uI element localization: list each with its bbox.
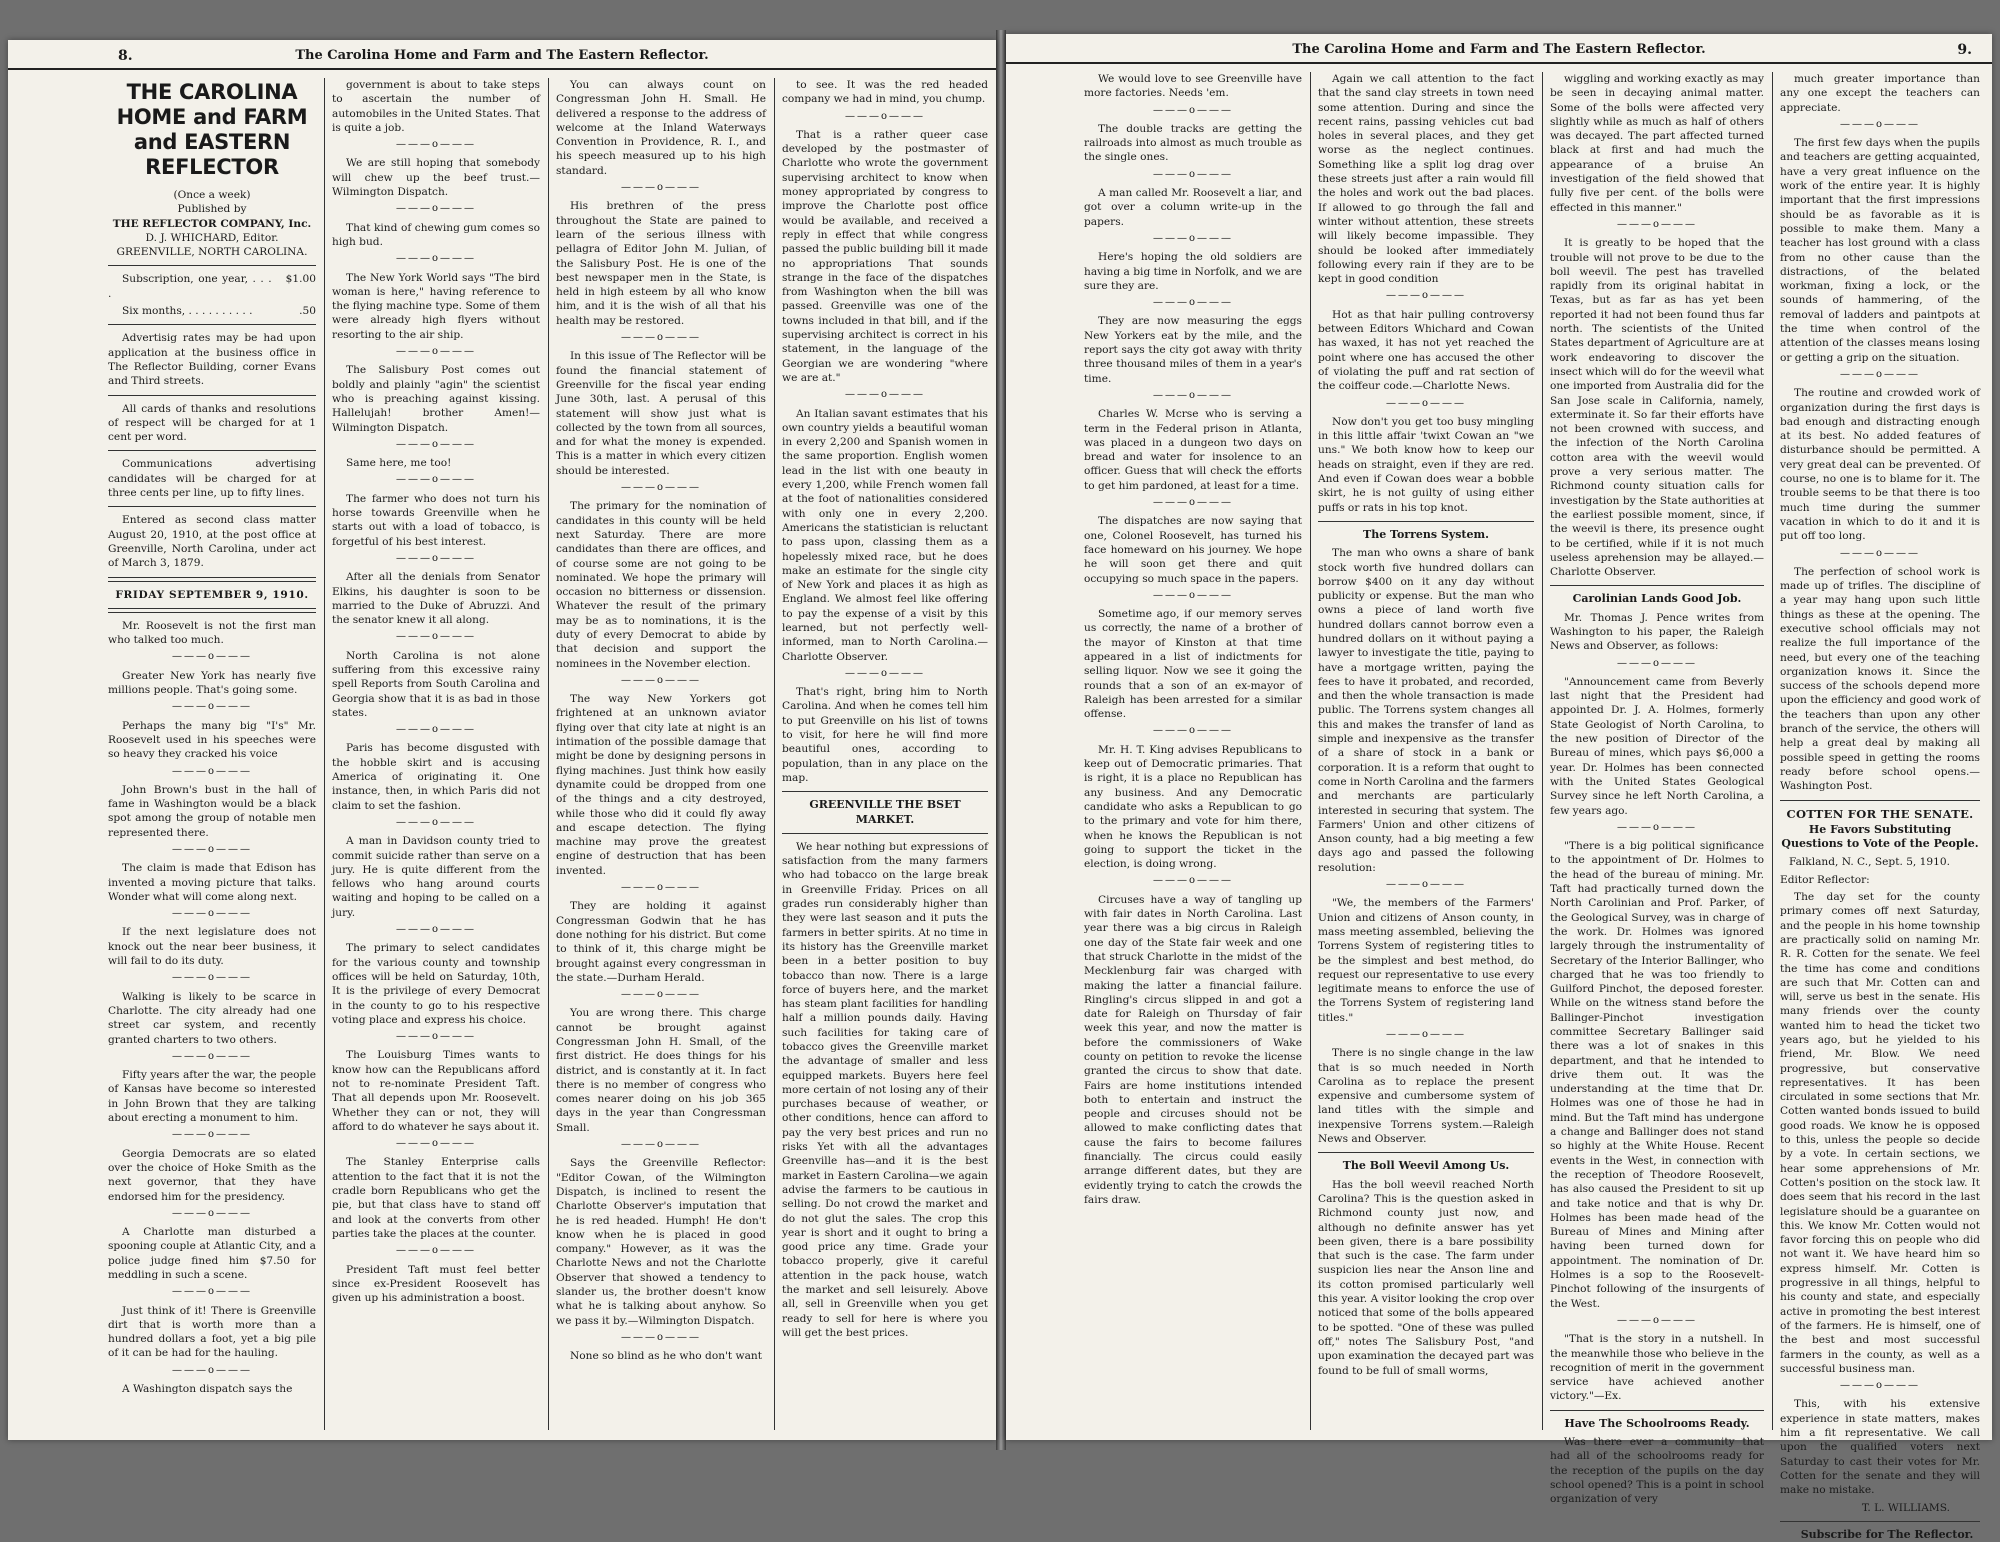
paragraph: They are now measuring the eggs New Yorkers eat by the mile, and the report says the city got away with thrity three thousand miles of them in a year's time.: [1084, 315, 1302, 385]
subscribe-notice: Subscribe for The Reflector.: [1800, 1527, 1974, 1541]
column-rule: [1310, 72, 1311, 1430]
paragraph-separator: ———o———: [1616, 657, 1698, 669]
paragraph: That kind of chewing gum comes so high bud.: [332, 221, 540, 248]
divider: [108, 506, 316, 507]
paragraph-separator: ———o———: [620, 674, 702, 686]
paragraph-separator: ———o———: [1385, 397, 1467, 409]
subscription-six-label: Six months, . . . . . . . . . .: [122, 305, 253, 318]
masthead-editor: D. J. WHICHARD, Editor.: [145, 231, 279, 244]
masthead-published-by: Published by: [177, 203, 247, 216]
advertising-notice: Advertisig rates may be had upon application at the business office in The Reflector Building, corner Evans and Third streets.: [108, 332, 316, 388]
paragraph: North Carolina is not alone suffering from this excessive rainy spell Reports from South Carolina and Georgia show that it is as bad in those states.: [332, 649, 540, 719]
paragraph-list: [1318, 72, 1534, 515]
left-column-3: [556, 78, 766, 1432]
entry-notice: Entered as second class matter August 20, 1910, at the post office at Greenville, North Carolina, under act of March 3, 1879.: [108, 514, 316, 570]
masthead-location: GREENVILLE, NORTH CAROLINA.: [116, 246, 308, 259]
paragraph-separator: ———o———: [171, 908, 253, 920]
right-column-3: [1550, 72, 1764, 1506]
paragraph-list: [1550, 1435, 1764, 1506]
paragraph: We are still hoping that somebody will chew up the beef trust.—Wilmington Dispatch.: [332, 157, 540, 199]
paragraph-separator: ———o———: [620, 882, 702, 894]
divider: [1550, 1410, 1764, 1411]
paragraph-separator: ———o———: [395, 474, 477, 486]
paragraph-separator: ———o———: [1152, 589, 1234, 601]
paragraph: You can always count on Congressman John H. Small. He delivered a response to the address of welcome at the Inland Waterways Convention in Providence, R. I., and his speech measured up to his high standard.: [556, 79, 766, 177]
column-rule: [774, 78, 775, 1430]
article-heading-greenville-market: GREENVILLE THE BSET MARKET.: [809, 798, 961, 826]
paragraph-separator: ———o———: [1152, 725, 1234, 737]
double-divider: [108, 577, 316, 582]
paragraph: They are holding it against Congressman Godwin that he has done nothing for his district. But come to think of it, this charge might be brought against every congressman in the state.—Durham Herald.: [556, 900, 766, 984]
paragraph-separator: ———o———: [395, 816, 477, 828]
paragraph-separator: ———o———: [395, 1031, 477, 1043]
paragraph: The Stanley Enterprise calls attention to the fact that it is not the cradle born Republicans who get the pie, but that class have to stand off and look at the converts from other parties take the places at the counter.: [332, 1156, 540, 1240]
paragraph: President Taft must feel better since ex-President Roosevelt has given up his administration a boost.: [332, 1263, 540, 1305]
paragraph-separator: ———o———: [620, 1331, 702, 1343]
paragraph-separator: ———o———: [171, 651, 253, 663]
column-rule: [1772, 72, 1773, 1430]
paragraph: The day set for the county primary comes off next Saturday, and the people in his home township are practically solid on naming Mr. R. R. Cotten for the senate. We feel the time has come and conditions are such that Mr. Cotten can and will, serve us best in the senate. His many friends over the county wanted him to head the ticket two years ago, but he yielded to his friend, Mr. Blow. We need progressive, but conservative representatives. It has been circulated in some sections that Mr. Cotten wanted bonds issued to build good roads. We know he is opposed to this, unless the people so decide by a vote. In certain sections, we hear some apprehensions of Mr. Cotten's position on the stock law. It does seem that his record in the last legislature should be a guarantee on this. We know Mr. Cotten would not favor forcing this on people who did not want it. We have heard him so express himself. Mr. Cotten is progressive in all things, helpful to his county and state, and especially active in promoting the best interest of the farmers. He is himself, one of the best and most successful farmers in the county, as well as a successful business man.: [1780, 891, 1980, 1375]
paragraph: Here's hoping the old soldiers are having a big time in Norfolk, and we are sure they are.: [1084, 251, 1302, 292]
paragraph: A Charlotte man disturbed a spooning couple at Atlantic City, and a police judge fined him $7.50 for meddling in such a scene.: [108, 1226, 316, 1281]
column-rule: [324, 78, 325, 1430]
paragraph-list: [332, 78, 540, 1305]
paragraph: to see. It was the red headed company we had in mind, you chump.: [782, 79, 988, 106]
paragraph-separator: ———o———: [1385, 879, 1467, 891]
paragraph: Same here, me too!: [346, 457, 452, 470]
paragraph: Greater New York has nearly five millions people. That's going some.: [108, 669, 316, 697]
page-number-right: 9.: [1957, 42, 1972, 58]
paragraph: "We, the members of the Farmers' Union and citizens of Anson county, in mass meeting assembled, believing the Torrens System of registering titles to be the simplest and best method, do request our representative to use every legitimate means to enforce the use of the Torrens System of registering land titles.": [1318, 897, 1534, 1024]
letter-dateline: Falkland, N. C., Sept. 5, 1910.: [1788, 856, 1950, 869]
paragraph-list: [1550, 72, 1764, 579]
paragraph: "That is the story in a nutshell. In the meanwhile those who believe in the recognition of merit in the government service have achieved another victory."—Ex.: [1550, 1333, 1764, 1403]
paragraph-separator: ———o———: [395, 724, 477, 736]
paragraph-separator: ———o———: [395, 253, 477, 265]
paragraph-separator: ———o———: [1616, 821, 1698, 833]
paragraph-separator: ———o———: [1839, 1380, 1921, 1392]
divider: [1780, 1521, 1980, 1522]
paragraph-separator: ———o———: [1152, 389, 1234, 401]
paragraph-separator: ———o———: [171, 1050, 253, 1062]
paragraph-separator: ———o———: [395, 1245, 477, 1257]
paragraph-separator: ———o———: [1839, 118, 1921, 130]
cards-notice: All cards of thanks and resolutions of respect will be charged for at 1 cent per word.: [108, 402, 316, 444]
paragraph-separator: ———o———: [395, 924, 477, 936]
running-title-left: The Carolina Home and Farm and The Eastern Reflector.: [295, 48, 709, 63]
paragraph-separator: ———o———: [620, 1139, 702, 1151]
paragraph: The farmer who does not turn his horse towards Greenville when he starts out with a load of tobacco, is forgetful of his best interest.: [332, 492, 540, 548]
paragraph: The routine and crowded work of organization during the first days is bad enough and distracting enough at its best. No added features of disturbance should be permitted. A very great deal can be prevented. Of course, no one is to blame for it. The trouble seems to be that there is too much time during the summer vacation in which to do it and it is put off too long.: [1780, 387, 1980, 543]
paragraph: The first few days when the pupils and teachers are getting acquainted, have a very great influence on the work of the entire year. It is highly important that the first impressions should be as favorable as it is possible to make them. Many a teacher has lost ground with a class from no other cause than the distractions, of the belated workman, fixing a lock, or the sounds of hammering, of the removal of ladders and paintpots at the time when control of the attention of the classes means losing or getting a grip on the situation.: [1780, 137, 1980, 364]
paragraph: In this issue of The Reflector will be found the financial statement of Greenville for the fiscal year ending June 30th, last. A perusal of this statement will show just what is collected by the town from all sources, and for what the money is expended. This is a matter in which every citizen should be interested.: [556, 350, 766, 477]
article-heading-carolinian: Carolinian Lands Good Job.: [1572, 592, 1742, 606]
paragraph-list: [1318, 1178, 1534, 1378]
paragraph-separator: ———o———: [620, 332, 702, 344]
paragraph-separator: ———o———: [1385, 290, 1467, 302]
left-column-4: [782, 78, 988, 1432]
paragraph: That's right, bring him to North Carolina. And when he comes tell him to put Greenville on his list of towns to visit, for here he will find more beautiful ones, according to population, than in any place on the map.: [782, 686, 988, 784]
paragraph-separator: ———o———: [171, 701, 253, 713]
paragraph: Mr. Roosevelt is not the first man who talked too much.: [108, 619, 316, 647]
paragraph: Walking is likely to be scarce in Charlotte. The city already had one street car system, and recently granted charters to two others.: [108, 990, 316, 1046]
paragraph: After all the denials from Senator Elkins, his daughter is soon to be married to the Duke of Abruzzi. And the senator knew it all along.: [332, 571, 540, 627]
paragraph: Now don't you get too busy mingling in this little affair 'twixt Cowan an "we uns." We both know how to keep our heads on straight, even if they are red. And even if Cowan does wear a bobble skirt, he is not guilty of using either puffs or rats in his top knot.: [1318, 415, 1534, 514]
paragraph: There is no single change in the law that is so much needed in North Carolina as to replace the present expensive and cumbersome system of land titles with the simple and inexpensive Torrens system.—Raleigh News and Observer.: [1318, 1047, 1534, 1146]
paragraph: The man who owns a share of bank stock worth five hundred dollars can borrow $400 on it any day without publicity or expense. But the man who owns a piece of land worth five hundred dollars cannot borrow even a hundred dollars on it without paying a lawyer to investigate the title, paying to have a mortgage written, paying the fees to have it probated, and recorded, and then the whole transaction is made public. The Torrens system changes all this and makes the transfer of land as simple and inexpensive as the transfer of a share of stock in a bank or corporation. It is a reform that ought to come in North Carolina and the farmers and merchants are particularly interested in securing that system. The Farmers' Union and other citizens of Anson county, had a big meeting a few days ago and passed the following resolution:: [1318, 547, 1534, 874]
paragraph-separator: ———o———: [171, 1207, 253, 1219]
paragraph-separator: ———o———: [171, 1286, 253, 1298]
paragraph-separator: ———o———: [395, 346, 477, 358]
paragraph-separator: ———o———: [844, 110, 926, 122]
newspaper-page-left: [8, 40, 996, 1440]
paragraph: much greater importance than any one except the teachers can appreciate.: [1780, 73, 1980, 114]
paragraph: Was there ever a community that had all of the schoolrooms ready for the reception of the pupils on the day school opened? This is a point in school organization of very: [1550, 1436, 1764, 1506]
article-subheading-cotten: He Favors Substituting Questions to Vote of the People.: [1781, 822, 1979, 851]
paragraph-list: [108, 619, 316, 1397]
paragraph-separator: ———o———: [1152, 168, 1234, 180]
paragraph-separator: ———o———: [1839, 547, 1921, 559]
paragraph-separator: ———o———: [1152, 104, 1234, 116]
paragraph: The primary for the nomination of candidates in this county will be held next Saturday. There are more candidates than there are offices, and of course some are not going to be nominated. We hope the primary will occasion no bitterness or dissension. Whatever the result of the primary may be as to nominations, it is the duty of every Democrat to abide by that decision and support the nominees in the November election.: [556, 500, 766, 670]
divider: [1318, 1152, 1534, 1153]
article-heading-schoolrooms: Have The Schoolrooms Ready.: [1564, 1416, 1750, 1430]
paragraph-list: [556, 78, 766, 1364]
paragraph: Georgia Democrats are so elated over the choice of Hoke Smith as the next governor, that they have endorsed him for the presidency.: [108, 1147, 316, 1203]
column-rule: [1542, 72, 1543, 1430]
paragraph: Fifty years after the war, the people of Kansas have become so interested in John Brown that they are talking about erecting a monument to him.: [108, 1069, 316, 1125]
divider: [1550, 585, 1764, 586]
running-head-left: [8, 46, 996, 70]
paragraph: An Italian savant estimates that his own country yields a beautiful woman in every 2,200 and Spanish women in the same proportion. English women lead in the list with one beauty in every 1,200, while French women fall at the foot of nationalities considered with only one in every 2,200. Americans the statistician is reluctant to pass upon, classing them as a hopelessly mixed race, but he does make an estimate for the single city of New York and places it as high as England. We almost feel like offering to pay the expense of a visit by this learned, but not perfectly well-informed, man to North Carolina.—Charlotte Observer.: [782, 407, 988, 663]
subscription-year-label: Subscription, one year, . . . .: [108, 273, 272, 300]
paragraph-separator: ———o———: [1152, 297, 1234, 309]
paragraph: We hear nothing but expressions of satisfaction from the many farmers who had tobacco on the large break in Greenville Friday. Prices on all grades run considerably higher than they were last season and it puts the farmers in better spirits. At no time in its history has the Greenville market been in a better position to buy tobacco than now. There is a large force of buyers here, and the market has steam plant facilities for handling half a million pounds daily. Having such facilities for taking care of tobacco gives the Greenville market the advantage of smaller and less equipped markets. Buyers here feel more certain of not losing any of their purchases because of weather, or other conditions, hence can afford to pay the very best prices and run no risks Yet with all the advantages Greenville has—and it is the best market in Eastern Carolina—we again advise the farmers to be cautious in selling. Do not crowd the market and do not glut the sales. The crop this year is short and it ought to bring a good price any time. Grade your tobacco properly, give it careful attention in the pack house, watch the market and sell leisurely. Above all, sell in Greenville when you get ready to sell for here is where you will get the best prices.: [782, 840, 988, 1339]
paragraph: We would love to see Greenville have more factories. Needs 'em.: [1084, 73, 1302, 100]
paragraph-separator: ———o———: [1839, 368, 1921, 380]
divider: [782, 791, 988, 792]
paragraph: "There is a big political significance to the appointment of Dr. Holmes to the head of the bureau of mining. Mr. Taft had practically turned down the North Carolinian and Prof. Parker, of the Geological Survey, was in charge of the work. Dr. Holmes was ignored largely through the instrumentality of Secretary of the Interior Ballinger, who charged that he was too friendly to Guilford Pinchot, the deposed forester. While on the witness stand before the Ballinger-Pinchot investigation committee Secretary Ballinger said there was a lot of snakes in this department, and that he intended to drive them out. It was the understanding at the time that Dr. Holmes was one of those he had in mind. But the Taft mind has undergone a change and Ballinger does not stand so highly at the White House. Recent events in the West, in connection with the reception of Theodore Roosevelt, has also caused the President to sit up and take notice and that is why Dr. Holmes has been made head of the Bureau of Mines and Mining after having been turned down for appointment. The nomination of Dr. Holmes is a sop to the Roosevelt-Pinchot following of the insurgents of the West.: [1550, 840, 1764, 1310]
subscription-year-price: $1.00: [285, 273, 316, 286]
paragraph-separator: ———o———: [1385, 1029, 1467, 1040]
paragraph: Hot as that hair pulling controversy between Editors Whichard and Cowan has waxed, it has not yet reached the point where one has accused the other of violating the puff and rat section of the coiffeur code.—Charlotte News.: [1318, 308, 1534, 393]
paragraph-separator: ———o———: [395, 203, 477, 215]
paragraph-separator: ———o———: [1152, 875, 1234, 887]
masthead-title: THE CAROLINA HOME and FARM and EASTERN REFLECTOR: [116, 80, 308, 179]
paragraph: You are wrong there. This charge cannot be brought against Congressman John H. Small, of the first district. He does things for his district, and is constantly at it. In fact there is no member of congress who comes nearer doing on his job 365 days in the year than Congressman Small.: [556, 1007, 766, 1134]
left-column-1: [108, 78, 316, 1432]
page-gutter: [996, 30, 1006, 1450]
divider: [108, 450, 316, 451]
paragraph: The double tracks are getting the railroads into almost as much trouble as the single ones.: [1084, 122, 1302, 164]
subscription-six-price: .50: [299, 305, 316, 318]
paragraph: Sometime ago, if our memory serves us correctly, the name of a brother of the mayor of Kinston at that time appeared in a list of indictments for selling liquor. Now we see it going the rounds that a son of an ex-mayor of Raleigh has been arrested for a similar offense.: [1084, 608, 1302, 721]
right-column-1: [1084, 72, 1302, 1432]
newspaper-page-right: [1006, 34, 1992, 1541]
divider: [108, 324, 316, 325]
paragraph: The claim is made that Edison has invented a moving picture that talks. Wonder what will come along next.: [108, 862, 316, 903]
divider: [1780, 800, 1980, 801]
paragraph: Mr. H. T. King advises Republicans to keep out of Democratic primaries. That is right, it is a place no Republican has any business. And any Democratic candidate who asks a Republican to go to the primary and vote for him there, when he knows the Republican is not going to support the ticket in the election, is doing wrong.: [1084, 743, 1302, 871]
paragraph-list: [1084, 72, 1302, 1207]
paragraph-list: [782, 78, 988, 785]
paragraph-separator: ———o———: [1616, 218, 1698, 230]
paragraph-separator: ———o———: [395, 438, 477, 450]
divider: [108, 265, 316, 266]
article-heading-boll-weevil: The Boll Weevil Among Us.: [1342, 1159, 1510, 1173]
left-column-2: [332, 78, 540, 1432]
article-heading-cotten: COTTEN FOR THE SENATE.: [1786, 806, 1974, 821]
paragraph: Paris has become disgusted with the hobble skirt and is accusing America of originating it. One instance, then, in which Paris did not claim to set the fashion.: [332, 742, 540, 812]
paragraph: "Announcement came from Beverly last night that the President had appointed Dr. J. A. Holmes, formerly State Geologist of North Carolina, to the new position of Director of the Bureau of mines, which pays $6,000 a year. Dr. Holmes has been connected with the United States Geological Survey since he left North Carolina, a few years ago.: [1550, 675, 1764, 817]
paragraph: His brethren of the press throughout the State are pained to learn of the serious illness with pellagra of Editor John M. Julian, of the Salisbury Post. He is one of the best newspaper men in the State, is held in high esteem by all who know him, and it is the wish of all that his health may be restored.: [556, 200, 766, 327]
paragraph-separator: ———o———: [171, 1364, 253, 1376]
running-head-right: [1006, 40, 1992, 64]
paragraph: None so blind as he who don't want: [570, 1350, 763, 1363]
paragraph: government is about to take steps to ascertain the number of automobiles in the United States. That is quite a job.: [332, 79, 540, 134]
paragraph: John Brown's bust in the hall of fame in Washington would be a black spot among the group of notable men represented there.: [108, 783, 316, 839]
paragraph: The perfection of school work is made up of trifles. The discipline of a year may hang upon such little things as these at the opening. The executive school officials may not realize the full importance of the need, but every one of the teaching organization knows it. Since the success of the schools depend more upon the efficiency and good work of the teachers than upon any other branch of the service, the others will help a great deal by making all possible speed in getting the rooms ready before school opens.—Washington Post.: [1780, 565, 1980, 793]
paragraph: Perhaps the many big "I's" Mr. Roosevelt used in his speeches were so heavy they cracked his voice: [108, 719, 316, 761]
paragraph-list: [1318, 546, 1534, 1146]
paragraph-separator: ———o———: [844, 667, 926, 679]
paragraph: This, with his extensive experience in state matters, makes him a fit representative. We call upon the qualified voters next Saturday to cast their votes for Mr. Cotten for the senate and they will make no mistake.: [1780, 1398, 1980, 1497]
column-rule: [548, 78, 549, 1430]
paragraph-list: [782, 840, 988, 1340]
right-column-2: [1318, 72, 1534, 1432]
paragraph: The Louisburg Times wants to know how can the Republicans afford not to re-nominate President Taft. That all depends upon Mr. Roosevelt. Whether they can or not, they will afford to do whatever he says about it.: [332, 1049, 540, 1133]
paragraph-separator: ———o———: [844, 389, 926, 401]
divider: [782, 833, 988, 834]
paragraph: Says the Greenville Reflector: "Editor Cowan, of the Wilmington Dispatch, is inclined to resent the Charlotte Observer's imputation that he is red headed. Humph! He don't know when he is placed in good company." However, as it was the Charlotte News and not the Charlotte Observer that showed a tendency to slander us, the brother doesn't know what he is talking about anyhow. So we pass it by.—Wilmington Dispatch.: [556, 1157, 766, 1327]
paragraph-separator: ———o———: [395, 139, 477, 151]
paragraph: If the next legislature does not knock out the near beer business, it will fail to do its duty.: [108, 926, 316, 968]
divider: [1318, 521, 1534, 522]
paragraph: That is a rather queer case developed by the postmaster of Charlotte who wrote the government supervising architect to know when money appropriated by congress to improve the Charlotte post office would be available, and received a reply in effect that while congress passed the public building bill it made no appropriations That sounds strange in the face of the dispatches from Washington when the bill was passed. Greenville was one of the towns included in that bill, and if the supervising architect is correct in his statement, in the language of the Georgian we are wondering "where we are at.": [782, 128, 988, 384]
page-number-left: 8.: [118, 48, 133, 64]
masthead-company: THE REFLECTOR COMPANY, Inc.: [112, 217, 312, 230]
paragraph-separator: ———o———: [395, 631, 477, 643]
paragraph: The way New Yorkers got frightened at an unknown aviator flying over that city late at night is an intimation of the possible damage that might be done by designing persons in flying machines. Just think how easily dynamite could be dropped from one of the things and a city destroyed, while those who did it could fly away and escape detection. The flying machine may prove the greatest engine of destruction that has been invented.: [556, 693, 766, 877]
paragraph-separator: ———o———: [1616, 1314, 1698, 1326]
article-heading-torrens: The Torrens System.: [1363, 527, 1489, 541]
paragraph-list: [1550, 611, 1764, 1404]
paragraph: The New York World says "The bird woman is here," having reference to the flying machine type. Some of them were already high flyers without resorting to the air ship.: [332, 271, 540, 341]
paragraph: wiggling and working exactly as may be seen in decaying animal matter. Some of the bolls were affected very slightly while as much as half of others was decayed. The part affected turned black at first and had much the appearance of a bruise An investigation of the field showed that fully five per cent. of the bolls were effected in this manner.": [1550, 73, 1764, 214]
letter-salutation: Editor Reflector:: [1780, 873, 1870, 886]
paragraph-separator: ———o———: [171, 972, 253, 984]
paragraph-list: [1780, 890, 1980, 1497]
paragraph: A Washington dispatch says the: [122, 1383, 293, 1396]
letter-signature: T. L. WILLIAMS.: [1861, 1501, 1950, 1514]
communications-notice: Communications advertising candidates will be charged for at three cents per line, up to fifty lines.: [108, 458, 316, 500]
paragraph: The primary to select candidates for the various county and township offices will be held on Saturday, 10th, It is the privilege of every Democrat in the county to go to his respective voting place and express his choice.: [332, 942, 540, 1026]
paragraph-separator: ———o———: [171, 1129, 253, 1141]
paragraph-list: [1780, 72, 1980, 794]
issue-dateline: FRIDAY SEPTEMBER 9, 1910.: [115, 588, 309, 601]
double-divider: [108, 608, 316, 613]
paragraph: It is greatly to be hoped that the trouble will not prove to be due to the boll weevil. The pest has travelled rapidly from its original habitat in Texas, but as far as has yet been reported it had not been found thus far north. The scientists of the United States department of Agriculture are at work endeavoring to discover the insect which will do for the weevil what one imported from Australia did for the San Jose scale in California, namely, exterminate it. So far their efforts have not been crowned with success, and the infection of the North Carolina cotton area with the weevil would prove a very serious matter. The Richmond county situation calls for investigation by the State authorities at the earliest possible moment, since, if the weevil is there, its presence ought to be certified, while if it is not much useless aprehension may be allayed.—Charlotte Observer.: [1550, 237, 1764, 579]
paragraph-separator: ———o———: [620, 989, 702, 1001]
divider: [108, 395, 316, 396]
paragraph: Has the boll weevil reached North Carolina? This is the question asked in Richmond county just now, and although no definite answer has yet been given, there is a bare possibility that such is the case. The farm under suspicion lies near the Anson line and its cotton promised particularly well this year. A visitor looking the crop over noticed that some of the bolls appeared to be spotted. "One of these was pulled off," notes The Salisbury Post, "and upon examination the decayed part was found to be full of small worms,: [1318, 1178, 1534, 1377]
subscription-six: [108, 304, 316, 318]
paragraph: A man called Mr. Roosevelt a liar, and got over a column write-up in the papers.: [1084, 187, 1302, 228]
paragraph: Mr. Thomas J. Pence writes from Washington to his paper, the Raleigh News and Observer, as follows:: [1550, 611, 1764, 653]
subscription-year: [108, 272, 316, 301]
paragraph: Charles W. Mcrse who is serving a term in the Federal prison in Atlanta, was placed in a dungeon two days on bread and water for insolence to an officer. Guess that will check the efforts to get him pardoned, at least for a time.: [1084, 408, 1302, 492]
paragraph: A man in Davidson county tried to commit suicide rather than serve on a jury. He is quite different from the fellows who hang around courts waiting and hoping to be called on a jury.: [332, 835, 540, 919]
paragraph-separator: ———o———: [620, 482, 702, 494]
paragraph-separator: ———o———: [1152, 232, 1234, 244]
right-column-4: [1780, 72, 1980, 1541]
paragraph: Again we call attention to the fact that the sand clay streets in town need some attention. During and since the recent rains, passing vehicles cut bad holes in several places, and they get worse as the neglect continues. Something like a split log drag over these streets just after a rain would fill the holes and work out the bad places. If allowed to go through the fall and winter without attention, these streets will likely become impassible. They should be looked after immediately following every rain if they are to be kept in good condition: [1318, 73, 1534, 286]
paragraph: Circuses have a way of tangling up with fair dates in North Carolina. Last year there was a big circus in Raleigh one day of the State fair week and one that struck Charlotte in the midst of the Mecklenburg fair was charged with making the latter a financial failure. Ringling's circus slipped in and got a date for Raleigh on Thursday of fair week this year, and now the matter is before the commissioners of Wake county on petition to revoke the license granted the circus to show that date. Fairs are home institutions intended both to entertain and instruct the people and circuses should not be allowed to make conflicting dates that cause the fairs to become failures financially. The circus could easily arrange different dates, but they are evidently trying to catch the crowds the fairs draw.: [1084, 893, 1302, 1206]
paragraph: The Salisbury Post comes out boldly and plainly "agin" the scientist who is preaching against kissing. Hallelujah! brother Amen!—Wilmington Dispatch.: [332, 364, 540, 434]
paragraph: Just think of it! There is Greenville dirt that is worth more than a hundred dollars a foot, yet a big pile of it can be had for the hauling.: [108, 1304, 316, 1360]
paragraph-separator: ———o———: [395, 552, 477, 564]
paragraph-separator: ———o———: [620, 182, 702, 194]
paragraph-separator: ———o———: [1152, 497, 1234, 509]
paragraph-separator: ———o———: [171, 843, 253, 855]
paragraph-separator: ———o———: [395, 1138, 477, 1150]
paragraph-separator: ———o———: [171, 765, 253, 777]
masthead-frequency: (Once a week): [173, 189, 251, 201]
running-title-right: The Carolina Home and Farm and The Eastern Reflector.: [1292, 42, 1706, 57]
paragraph: The dispatches are now saying that one, Colonel Roosevelt, has turned his face homeward on his journey. We hope he will soon get there and quit occupying so much space in the papers.: [1084, 515, 1302, 585]
